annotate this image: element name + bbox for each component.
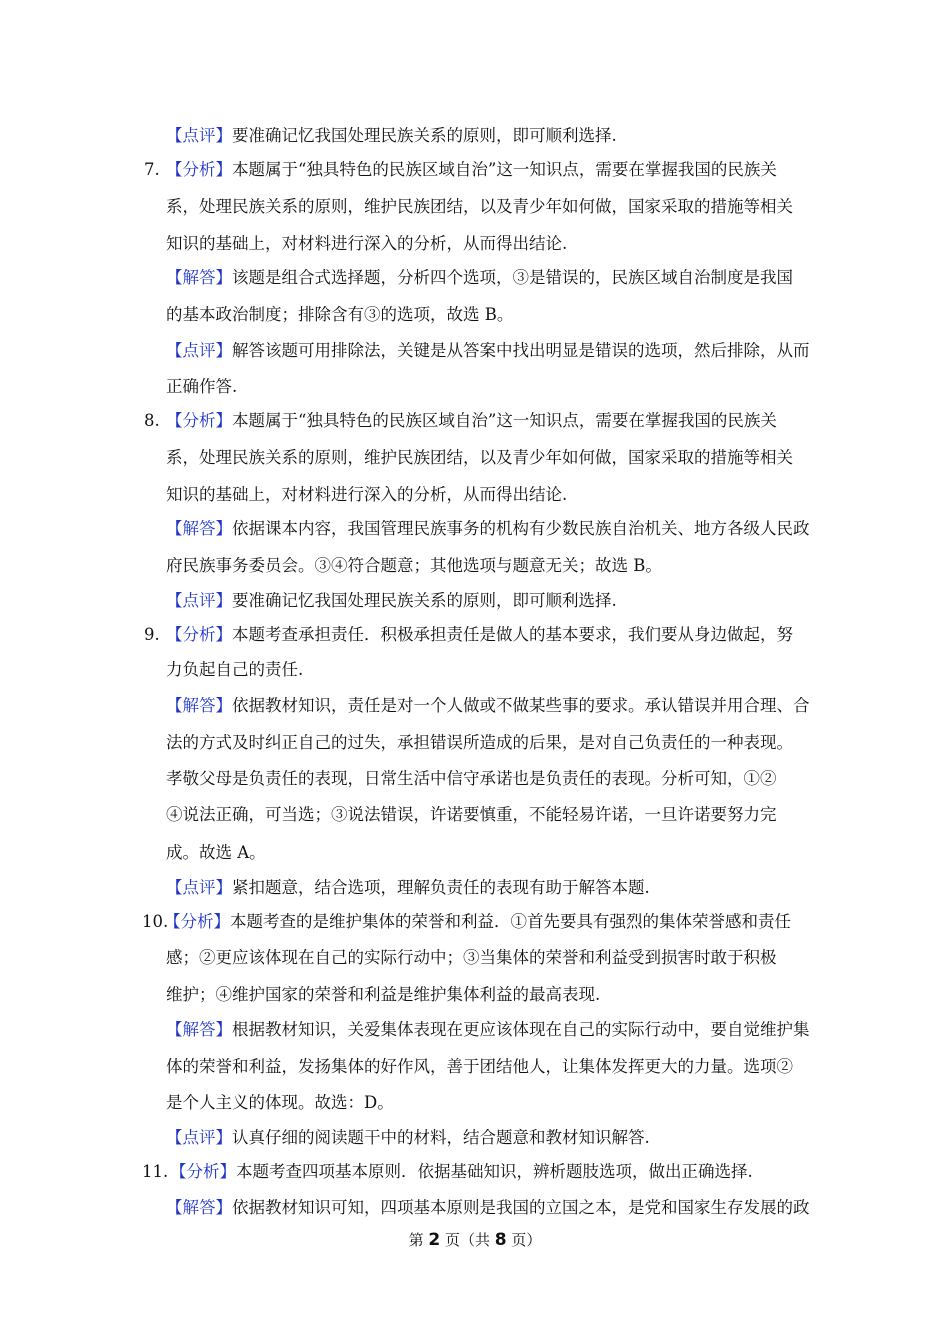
line-text: 要准确记忆我国处理民族关系的原则，即可顺利选择. — [232, 591, 617, 610]
text-line — [166, 625, 793, 645]
footer-suffix: 页） — [506, 1231, 542, 1249]
text-line — [166, 1198, 810, 1218]
question-number: 11. — [142, 1162, 169, 1181]
line-text: 力负起自己的责任. — [166, 660, 304, 679]
text-line — [166, 985, 600, 1005]
section-tag: 【解答】 — [166, 1198, 232, 1217]
section-tag: 【点评】 — [166, 591, 232, 610]
text-line — [164, 912, 791, 932]
line-text: 法的方式及时纠正自己的过失，承担错误所造成的后果，是对自己负责任的一种表现。 — [166, 733, 793, 752]
section-tag: 【点评】 — [166, 878, 232, 897]
section-tag: 【分析】 — [164, 912, 230, 931]
line-text: 依据教材知识可知，四项基本原则是我国的立国之本，是党和国家生存发展的政 — [232, 1198, 810, 1217]
line-text: 感；②更应该体现在自己的实际行动中；③当集体的荣誉和利益受到损害时敢于积极 — [166, 948, 777, 967]
text-line — [166, 448, 793, 468]
line-text: 知识的基础上，对材料进行深入的分析，从而得出结论. — [166, 485, 568, 504]
text-line — [166, 591, 617, 611]
line-text: 本题考查的是维护集体的荣誉和利益．①首先要具有强烈的集体荣誉感和责任 — [230, 912, 791, 931]
line-text: 该题是组合式选择题，分析四个选项，③是错误的，民族区域自治制度是我国 — [232, 268, 793, 287]
section-tag: 【分析】 — [166, 160, 232, 179]
text-line — [166, 126, 617, 146]
section-tag: 【解答】 — [166, 696, 232, 715]
line-text: 解答该题可用排除法，关键是从答案中找出明显是错误的选项，然后排除，从而 — [232, 341, 810, 360]
text-line — [166, 377, 237, 397]
line-text: 本题属于“独具特色的民族区域自治”这一知识点，需要在掌握我国的民族关 — [232, 411, 777, 430]
line-text: 依据教材知识，责任是对一个人做或不做某些事的要求。承认错误并用合理、合 — [232, 696, 810, 715]
line-text: ④说法正确，可当选；③说法错误，许诺要慎重，不能轻易许诺，一旦许诺要努力完 — [166, 805, 777, 824]
line-text: 的基本政治制度；排除含有③的选项，故选 B。 — [166, 305, 514, 324]
section-tag: 【分析】 — [166, 625, 232, 644]
text-line — [166, 733, 793, 753]
line-text: 根据教材知识，关爱集体表现在更应该体现在自己的实际行动中，要自觉维护集 — [232, 1020, 810, 1039]
text-line — [166, 305, 513, 325]
text-line — [166, 268, 793, 288]
text-line — [166, 843, 266, 863]
section-tag: 【分析】 — [170, 1162, 236, 1181]
section-tag: 【点评】 — [166, 126, 232, 145]
line-text: 本题属于“独具特色的民族区域自治”这一知识点，需要在掌握我国的民族关 — [232, 160, 777, 179]
text-line — [166, 805, 777, 825]
footer-middle: 页（共 — [440, 1231, 495, 1249]
text-line — [166, 948, 777, 968]
line-text: 依据课本内容，我国管理民族事务的机构有少数民族自治机关、地方各级人民政 — [232, 519, 810, 538]
text-line — [166, 485, 567, 505]
question-number: 10. — [142, 912, 169, 931]
text-line — [166, 234, 567, 254]
question-number: 9. — [144, 625, 160, 644]
text-line — [166, 197, 793, 217]
text-line — [166, 660, 303, 680]
text-line — [166, 1057, 793, 1077]
text-line — [166, 160, 777, 180]
footer-page-number: 2 — [428, 1230, 441, 1250]
text-line — [170, 1162, 753, 1182]
line-text: 成。故选 A。 — [166, 843, 266, 862]
line-text: 知识的基础上，对材料进行深入的分析，从而得出结论. — [166, 234, 568, 253]
line-text: 府民族事务委员会。③④符合题意；其他选项与题意无关；故选 B。 — [166, 556, 662, 575]
footer-prefix: 第 — [408, 1231, 429, 1249]
text-line — [166, 1128, 650, 1148]
text-line — [166, 1020, 810, 1040]
section-tag: 【解答】 — [166, 519, 232, 538]
text-line — [166, 411, 777, 431]
text-line — [166, 1093, 394, 1113]
line-text: 维护；④维护国家的荣誉和利益是维护集体利益的最高表现. — [166, 985, 601, 1004]
question-number: 8. — [144, 411, 160, 430]
text-line — [166, 769, 777, 789]
text-line — [166, 878, 650, 898]
line-text: 要准确记忆我国处理民族关系的原则，即可顺利选择. — [232, 126, 617, 145]
section-tag: 【点评】 — [166, 341, 232, 360]
line-text: 孝敬父母是负责任的表现，日常生活中信守承诺也是负责任的表现。分析可知，①② — [166, 769, 777, 788]
line-text: 本题考查四项基本原则．依据基础知识，辨析题肢选项，做出正确选择. — [236, 1162, 753, 1181]
question-number: 7. — [144, 160, 160, 179]
line-text: 本题考查承担责任．积极承担责任是做人的基本要求，我们要从身边做起，努 — [232, 625, 793, 644]
line-text: 是个人主义的体现。故选：D。 — [166, 1093, 394, 1112]
section-tag: 【解答】 — [166, 268, 232, 287]
section-tag: 【分析】 — [166, 411, 232, 430]
footer-total-pages: 8 — [494, 1230, 507, 1250]
text-line — [166, 556, 662, 576]
text-line — [166, 696, 810, 716]
text-line — [166, 519, 810, 539]
line-text: 系，处理民族关系的原则，维护民族团结，以及青少年如何做，国家采取的措施等相关 — [166, 197, 793, 216]
line-text: 认真仔细的阅读题干中的材料，结合题意和教材知识解答. — [232, 1128, 650, 1147]
text-line — [166, 341, 810, 361]
line-text: 正确作答. — [166, 377, 238, 396]
line-text: 体的荣誉和利益，发扬集体的好作风，善于团结他人，让集体发挥更大的力量。选项② — [166, 1057, 793, 1076]
page-footer — [0, 1230, 950, 1250]
section-tag: 【解答】 — [166, 1020, 232, 1039]
section-tag: 【点评】 — [166, 1128, 232, 1147]
line-text: 紧扣题意，结合选项，理解负责任的表现有助于解答本题. — [232, 878, 650, 897]
line-text: 系，处理民族关系的原则，维护民族团结，以及青少年如何做，国家采取的措施等相关 — [166, 448, 793, 467]
